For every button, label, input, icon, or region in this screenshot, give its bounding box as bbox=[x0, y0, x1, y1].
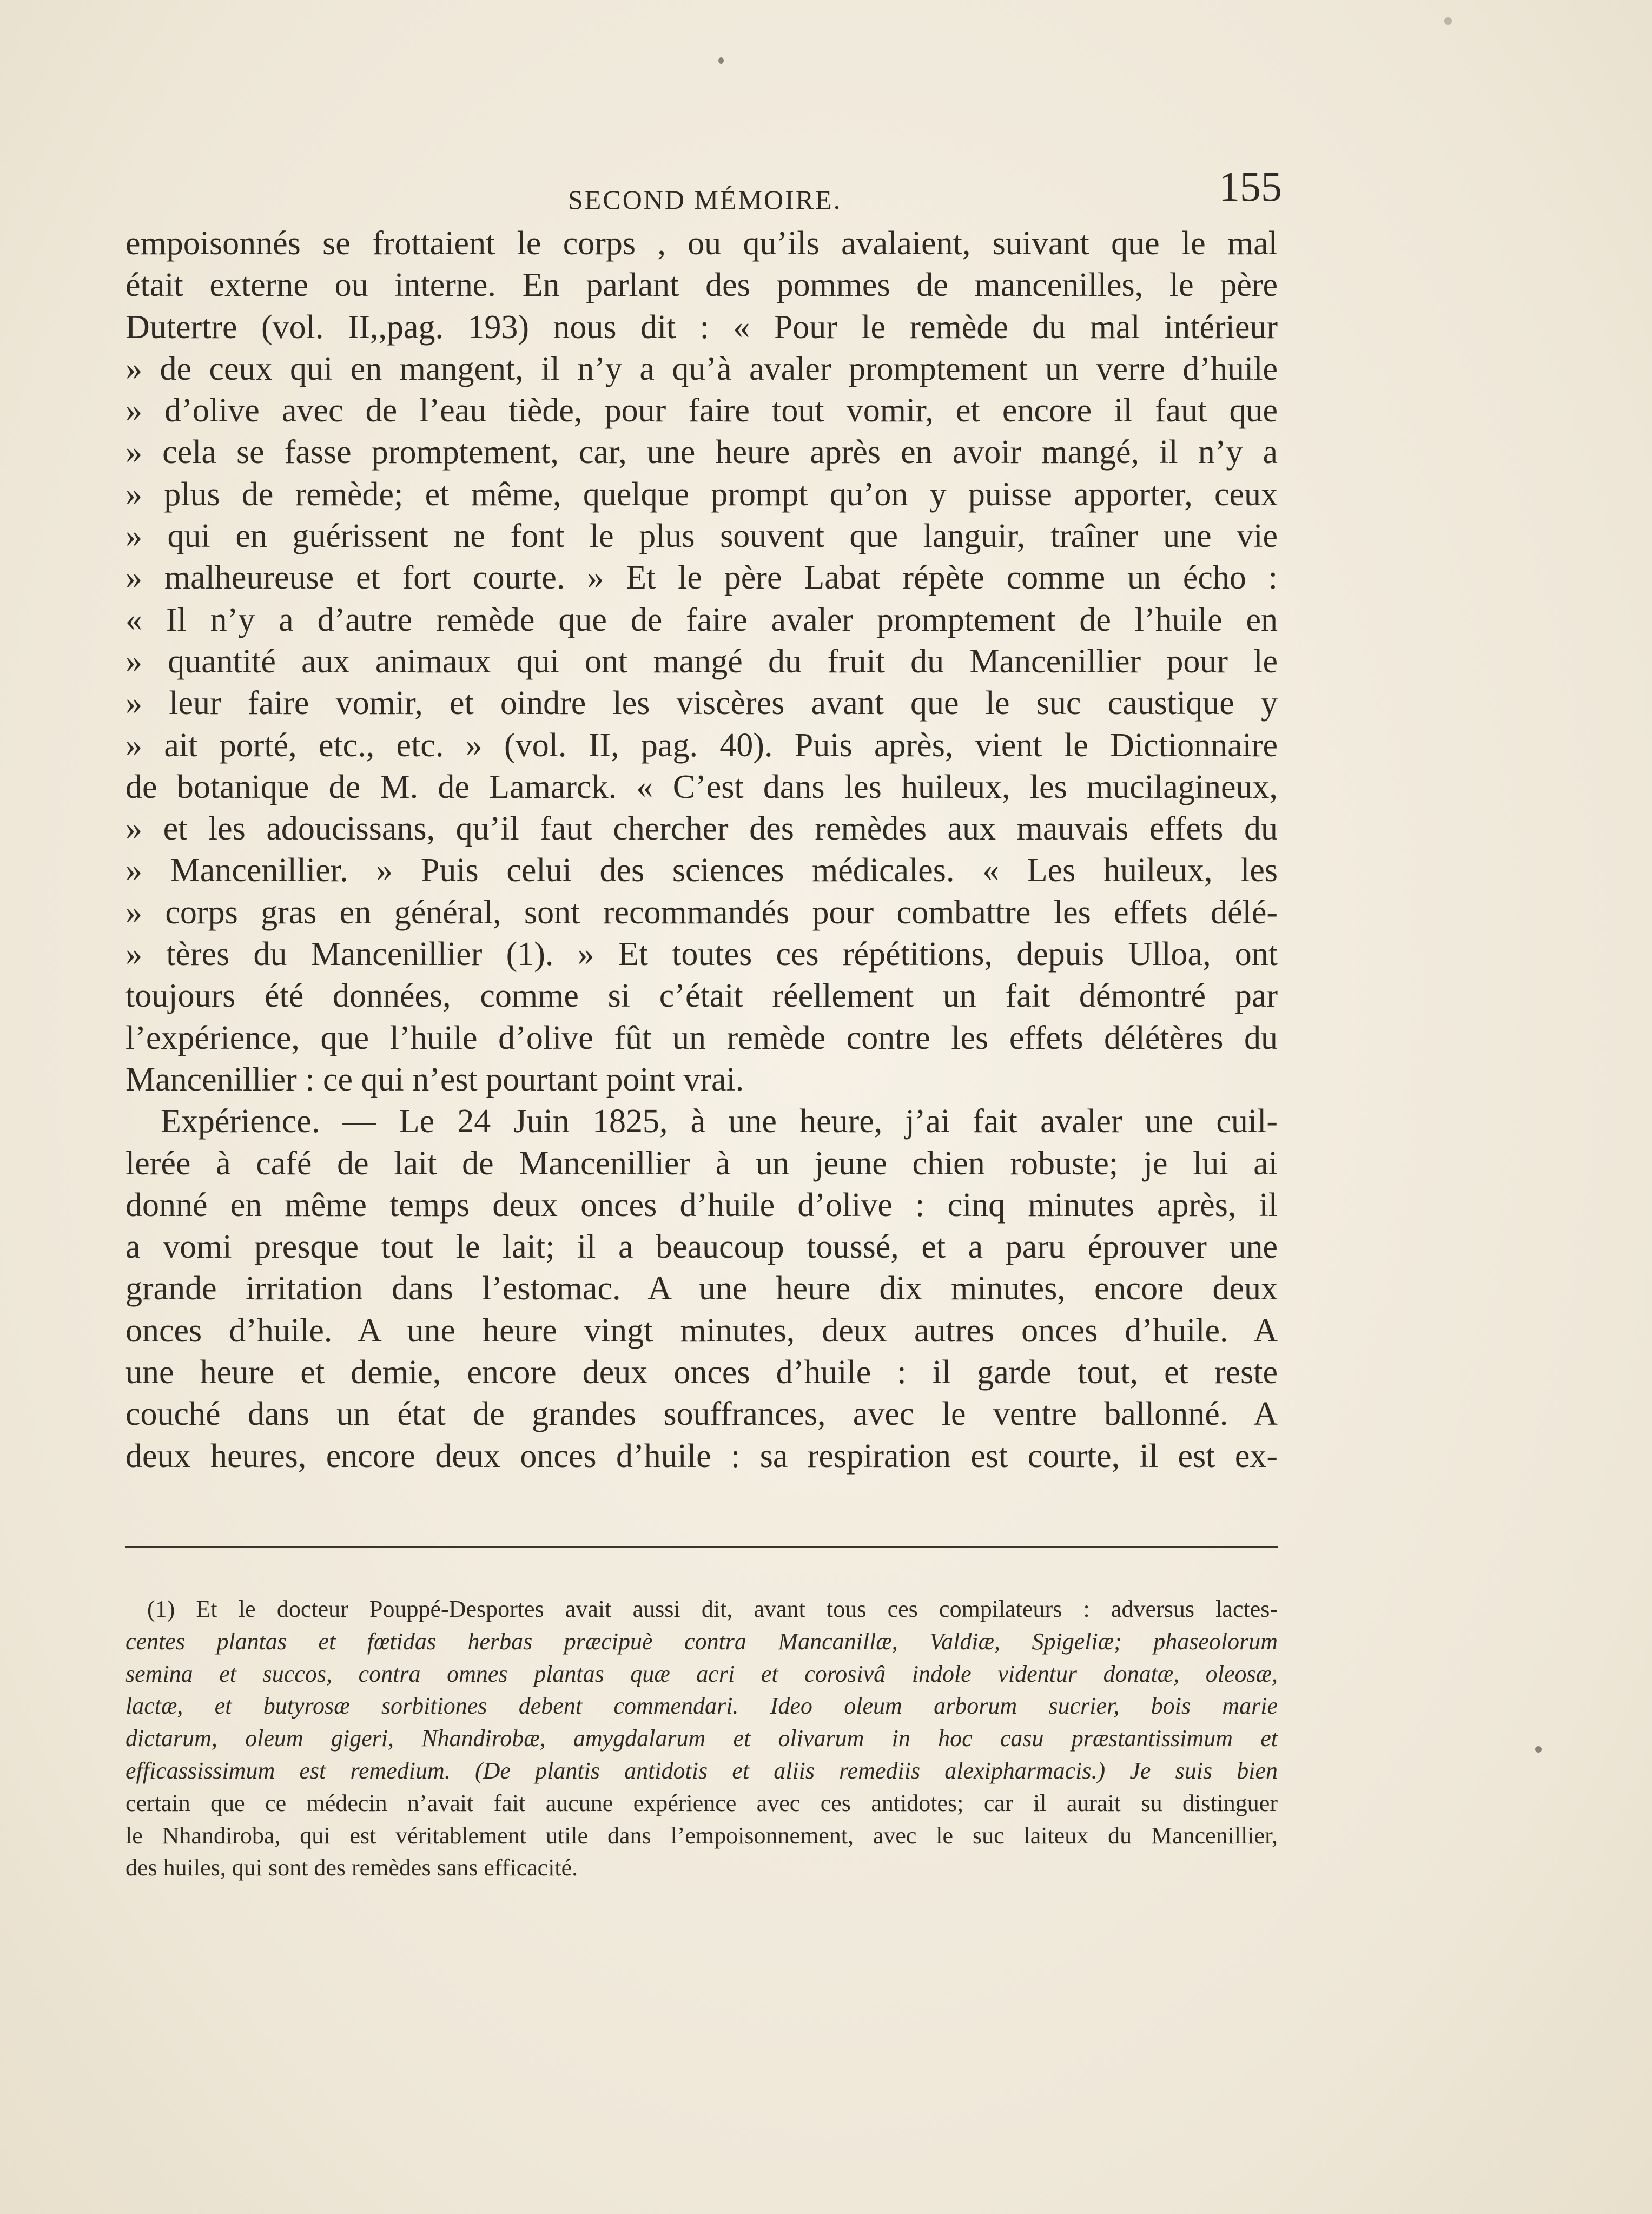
paper-speck bbox=[718, 57, 724, 64]
text-line: » d’olive avec de l’eau tiède, pour faire tout vomir, et encore il faut que bbox=[125, 392, 1278, 429]
footnote-line: (1) Et le docteur Pouppé-Desportes avait aussi dit, avant tous ces compilateurs : adversus lactes- bbox=[147, 1596, 1278, 1622]
text-line: de botanique de M. de Lamarck. « C’est dans les huileux, les mucilagineux, bbox=[125, 768, 1278, 805]
running-head: SECOND MÉMOIRE. bbox=[568, 184, 842, 215]
text-line: » qui en guérissent ne font le plus souvent que languir, traîner une vie bbox=[125, 518, 1278, 555]
page-number: 155 bbox=[1219, 163, 1282, 210]
text-line: couché dans un état de grandes souffrances, avec le ventre ballonné. A bbox=[125, 1396, 1278, 1433]
text-line: Dutertre (vol. II,,pag. 193) nous dit : « Pour le remède du mal intérieur bbox=[125, 308, 1278, 346]
text-line: » cela se fasse promptement, car, une heure après en avoir mangé, il n’y a bbox=[125, 434, 1278, 471]
paper-speck bbox=[1444, 17, 1452, 25]
footnote-line: lactæ, et butyrosæ sorbitiones debent commendari. Ideo oleum arborum sucrier, bois marie bbox=[125, 1693, 1278, 1720]
text-line: donné en même temps deux onces d’huile d’olive : cinq minutes après, il bbox=[125, 1186, 1278, 1224]
footnote bbox=[125, 1593, 1278, 1884]
text-line: » quantité aux animaux qui ont mangé du fruit du Mancenillier pour le bbox=[125, 643, 1278, 680]
text-line: empoisonnés se frottaient le corps , ou qu’ils avalaient, suivant que le mal bbox=[125, 225, 1278, 262]
text-line: lerée à café de lait de Mancenillier à un jeune chien robuste; je lui ai bbox=[125, 1145, 1278, 1182]
text-line: » plus de remède; et même, quelque prompt qu’on y puisse apporter, ceux bbox=[125, 475, 1278, 513]
footnote-line: centes plantas et fœtidas herbas præcipuè contra Mancanillæ, Valdiæ, Spigeliæ; phaseolorum bbox=[125, 1628, 1278, 1655]
text-line: onces d’huile. A une heure vingt minutes, deux autres onces d’huile. A bbox=[125, 1312, 1278, 1349]
text-line: grande irritation dans l’estomac. A une heure dix minutes, encore deux bbox=[125, 1270, 1278, 1307]
text-line: a vomi presque tout le lait; il a beaucoup toussé, et a paru éprouver une bbox=[125, 1228, 1278, 1266]
text-line: » de ceux qui en mangent, il n’y a qu’à avaler promptement un verre d’huile bbox=[125, 350, 1278, 387]
text-line: » tères du Mancenillier (1). » Et toutes ces répétitions, depuis Ulloa, ont bbox=[125, 936, 1278, 973]
footnote-divider bbox=[125, 1546, 1278, 1548]
footnote-line: dictarum, oleum gigeri, Nhandirobæ, amygdalarum et olivarum in hoc casu præstantissimum et bbox=[125, 1725, 1278, 1752]
footnote-line: le Nhandiroba, qui est véritablement utile dans l’empoisonnement, avec le suc laiteux du Mancenillier, bbox=[125, 1822, 1278, 1849]
text-line: » corps gras en général, sont recommandés pour combattre les effets délé- bbox=[125, 894, 1278, 931]
text-line: toujours été données, comme si c’était réellement un fait démontré par bbox=[125, 977, 1278, 1015]
text-line: une heure et demie, encore deux onces d’huile : il garde tout, et reste bbox=[125, 1354, 1278, 1391]
text-line: » et les adoucissans, qu’il faut chercher des remèdes aux mauvais effets du bbox=[125, 810, 1278, 848]
text-line: » leur faire vomir, et oindre les viscères avant que le suc caustique y bbox=[125, 685, 1278, 722]
paper-speck bbox=[1535, 1746, 1542, 1753]
page-header bbox=[130, 162, 1282, 222]
text-line: » malheureuse et fort courte. » Et le père Labat répète comme un écho : bbox=[125, 559, 1278, 597]
footnote-line: certain que ce médecin n’avait fait aucune expérience avec ces antidotes; car il aurait su distinguer bbox=[125, 1789, 1278, 1816]
body-text bbox=[125, 223, 1278, 1477]
text-line: « Il n’y a d’autre remède que de faire avaler promptement de l’huile en bbox=[125, 601, 1278, 638]
text-line: l’expérience, que l’huile d’olive fût un remède contre les effets délétères du bbox=[125, 1019, 1278, 1056]
text-line: » ait porté, etc., etc. » (vol. II, pag. 40). Puis après, vient le Dictionnaire bbox=[125, 726, 1278, 764]
footnote-line: semina et succos, contra omnes plantas quæ acri et corosivâ indole videntur donatæ, oleosæ, bbox=[125, 1660, 1278, 1687]
footnote-line: efficassissimum est remedium. (De plantis antidotis et aliis remediis alexipharmacis.) Je suis bien bbox=[125, 1757, 1278, 1784]
text-line: Expérience. — Le 24 Juin 1825, à une heure, j’ai fait avaler une cuil- bbox=[161, 1103, 1278, 1140]
text-line: deux heures, encore deux onces d’huile : sa respiration est courte, il est ex- bbox=[125, 1437, 1278, 1475]
text-line: était externe ou interne. En parlant des pommes de mancenilles, le père bbox=[125, 267, 1278, 304]
text-line: Mancenillier : ce qui n’est pourtant point vrai. bbox=[125, 1061, 744, 1098]
text-line: » Mancenillier. » Puis celui des sciences médicales. « Les huileux, les bbox=[125, 852, 1278, 889]
footnote-line: des huiles, qui sont des remèdes sans efficacité. bbox=[125, 1854, 578, 1881]
